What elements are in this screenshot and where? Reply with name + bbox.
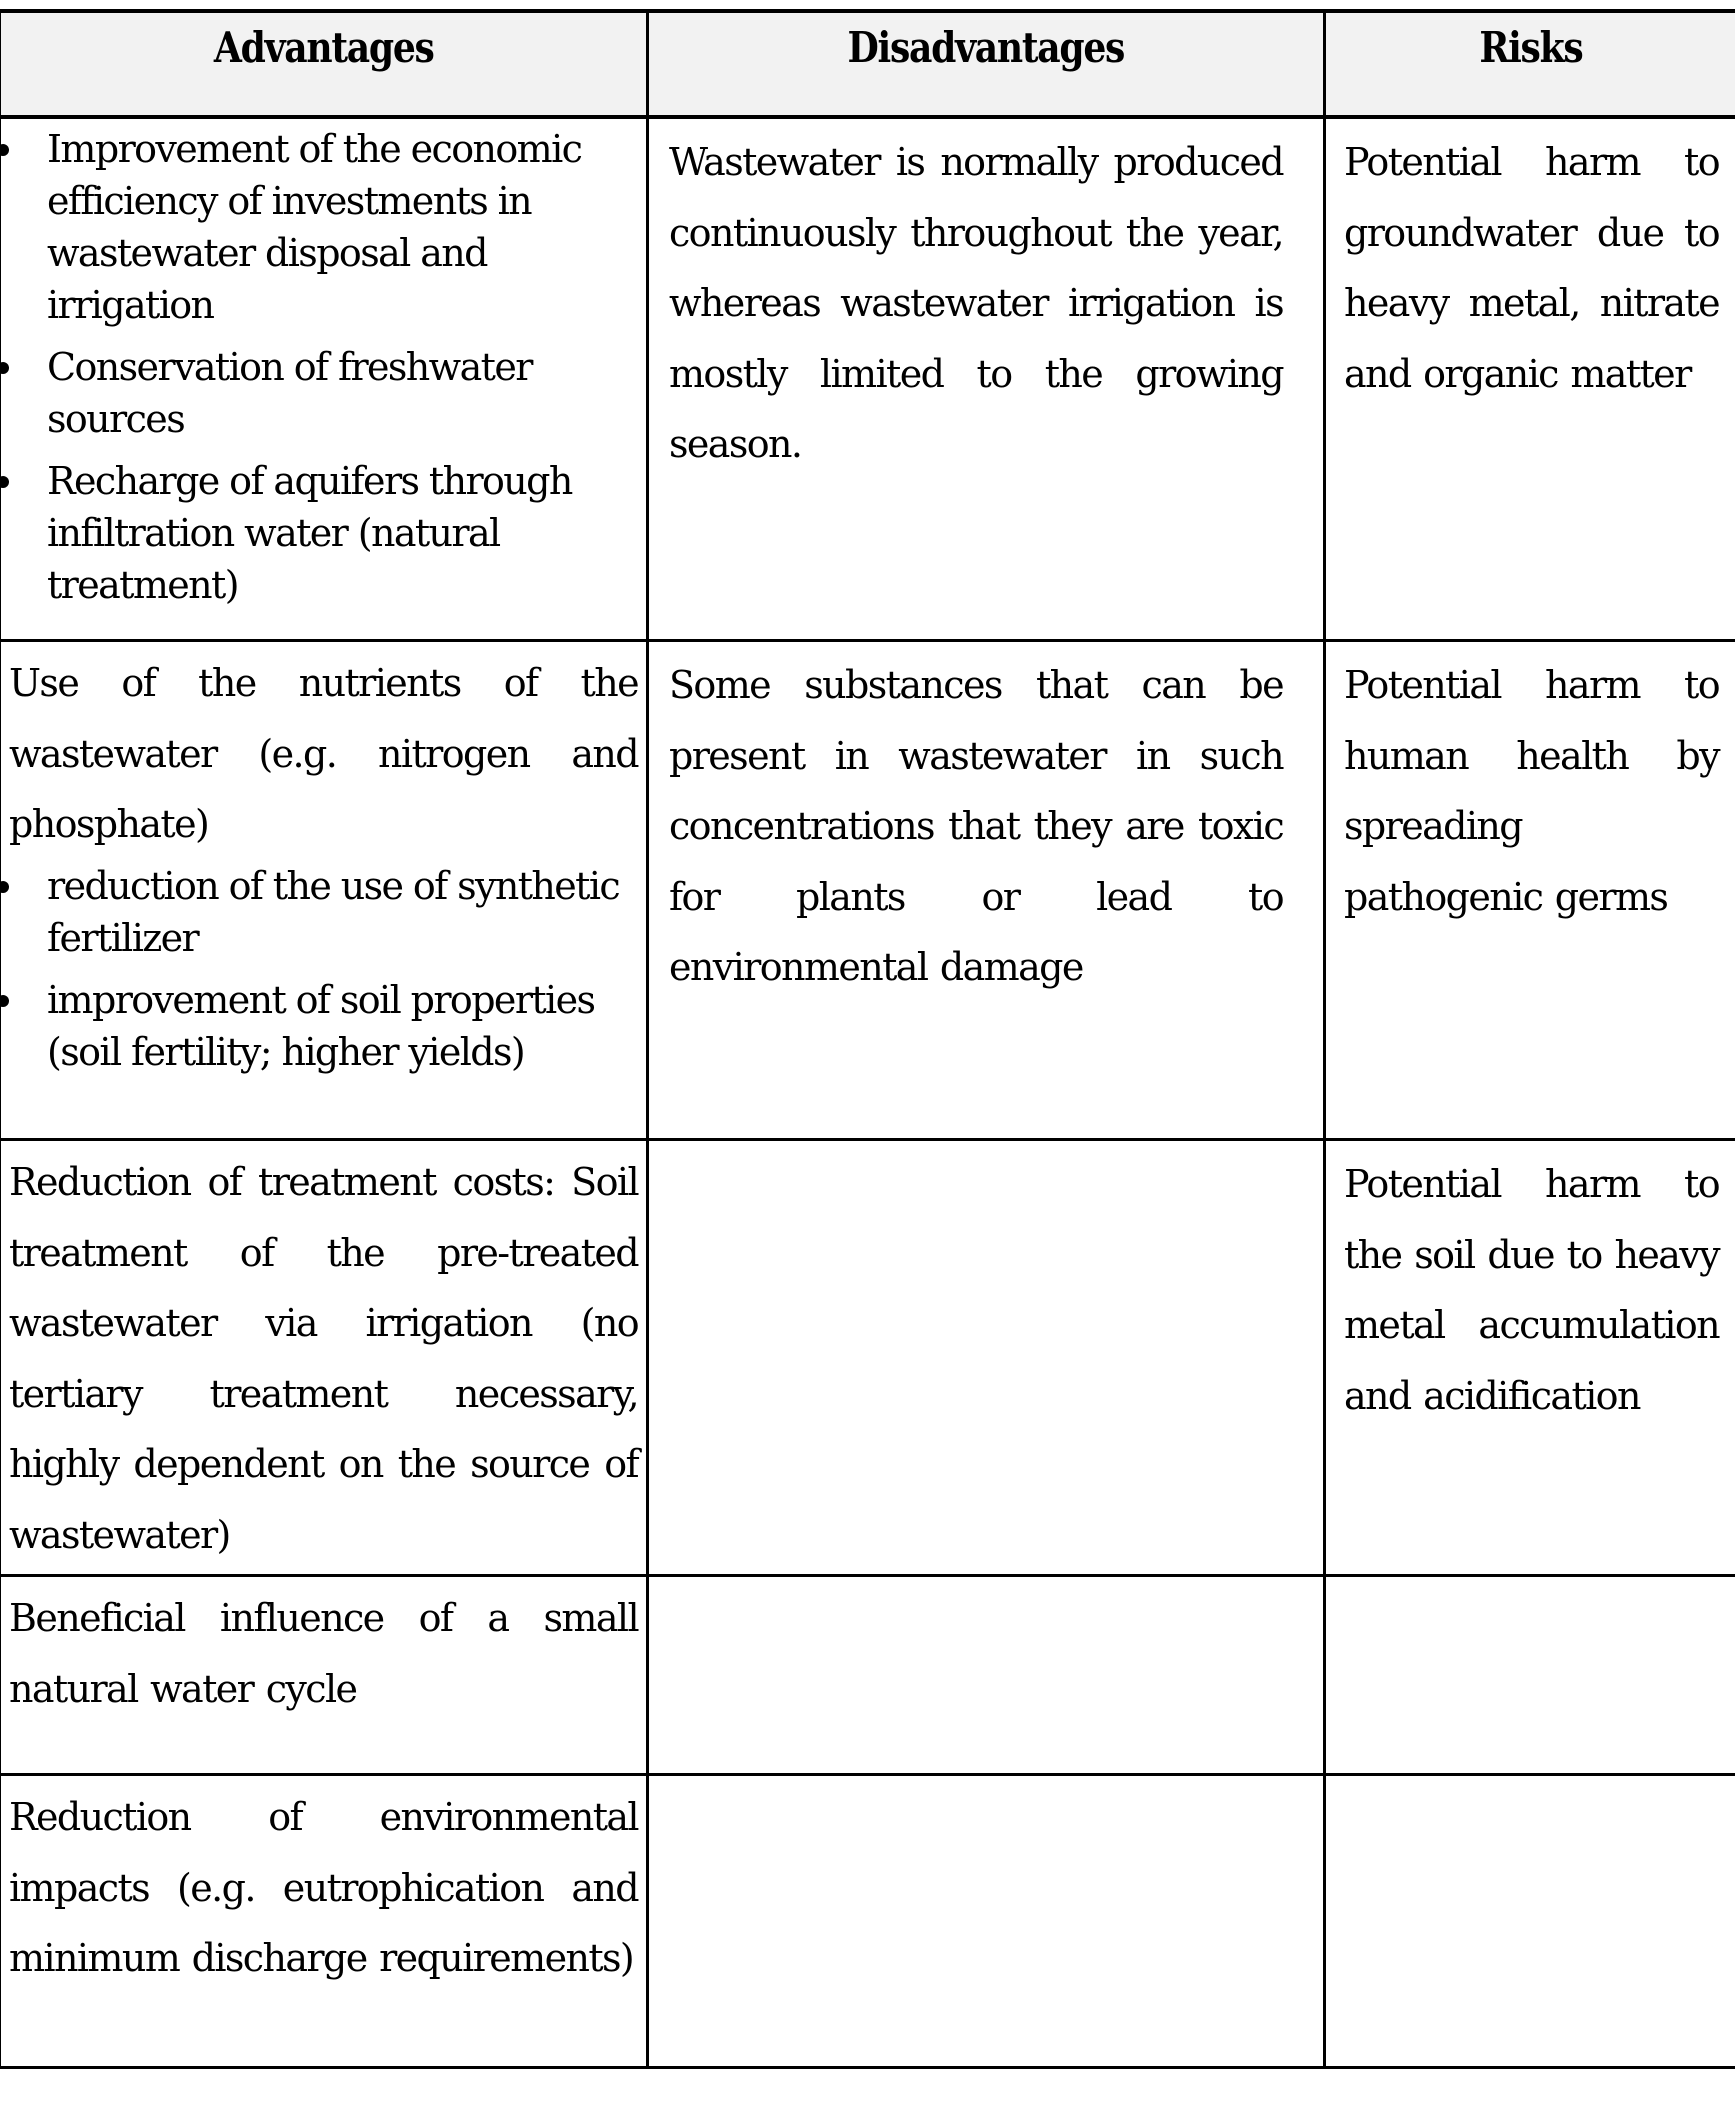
bullet-text: Conservation of freshwater sources	[47, 345, 532, 441]
risks-text: Potential harm to human health by spreading pathogenic germs	[1344, 663, 1719, 919]
header-advantages-label: Advantages	[213, 23, 434, 72]
bullet-text: improvement of soil properties (soil fertility; higher yields)	[47, 977, 595, 1074]
disadvantages-text: Wastewater is normally produced continuously throughout the year, whereas wastewater irrigation is mostly limited to the growing season.	[669, 140, 1283, 466]
bullet-item	[1, 123, 646, 331]
disadvantages-text	[649, 1776, 1323, 1784]
risks-cell	[1325, 641, 1735, 1140]
table-row	[0, 1775, 1735, 2068]
advantages-cell	[0, 1576, 648, 1775]
advantages-text: Use of the nutrients of the wastewater (e.g. nitrogen and phosphate)	[9, 661, 638, 846]
bullet-icon	[0, 362, 9, 374]
bullet-item	[1, 974, 646, 1078]
header-risks	[1325, 11, 1735, 117]
table-row	[0, 641, 1735, 1140]
bullet-text: Recharge of aquifers through infiltration water (natural treatment)	[47, 459, 572, 607]
table-body	[0, 117, 1735, 2068]
risks-cell	[1325, 117, 1735, 641]
risks-text	[1326, 1577, 1735, 1585]
disadvantages-cell	[648, 1775, 1325, 2068]
comparison-table	[0, 9, 1735, 2069]
header-disadvantages-label: Disadvantages	[847, 23, 1125, 72]
advantages-cell	[0, 1140, 648, 1576]
advantages-text: Reduction of treatment costs: Soil treatment of the pre-treated wastewater via irrigation (no tertiary treatment necessary, highly dependent on the source of wastewater)	[9, 1160, 638, 1557]
advantages-cell	[0, 641, 648, 1140]
table-row	[0, 1576, 1735, 1775]
advantages-text: Beneficial influence of a small natural water cycle	[9, 1596, 638, 1711]
header-advantages	[0, 11, 648, 117]
advantages-bullet-list	[1, 123, 646, 611]
risks-cell	[1325, 1140, 1735, 1576]
disadvantages-text	[649, 1577, 1323, 1585]
disadvantages-text: Some substances that can be present in wastewater in such concentrations that they are toxic for plants or lead to environmental damage	[669, 663, 1283, 989]
table-row	[0, 117, 1735, 641]
advantages-cell	[0, 117, 648, 641]
bullet-icon	[0, 881, 9, 893]
bullet-item	[1, 860, 646, 964]
risks-text	[1326, 1776, 1735, 1784]
advantages-bullet-list	[1, 860, 646, 1078]
table-header	[0, 11, 1735, 117]
header-disadvantages	[648, 11, 1325, 117]
bullet-icon	[0, 995, 9, 1007]
advantages-text: Reduction of environmental impacts (e.g. eutrophication and minimum discharge requirements)	[9, 1795, 638, 1980]
disadvantages-cell	[648, 1576, 1325, 1775]
bullet-text: Improvement of the economic efficiency of investments in wastewater disposal and irrigation	[47, 127, 582, 327]
bullet-icon	[0, 476, 9, 488]
risks-cell	[1325, 1775, 1735, 2068]
bullet-item	[1, 455, 646, 611]
disadvantages-cell	[648, 1140, 1325, 1576]
bullet-item	[1, 341, 646, 445]
table-row	[0, 1140, 1735, 1576]
risks-text: Potential harm to the soil due to heavy metal accumulation and acidification	[1344, 1162, 1719, 1418]
header-row	[0, 11, 1735, 117]
bullet-text: reduction of the use of synthetic fertilizer	[47, 863, 620, 960]
disadvantages-cell	[648, 641, 1325, 1140]
header-risks-label: Risks	[1478, 23, 1582, 72]
disadvantages-cell	[648, 117, 1325, 641]
advantages-cell	[0, 1775, 648, 2068]
risks-text: Potential harm to groundwater due to heavy metal, nitrate and organic matter	[1344, 140, 1719, 396]
bullet-icon	[0, 144, 9, 156]
disadvantages-text	[649, 1141, 1323, 1149]
risks-cell	[1325, 1576, 1735, 1775]
